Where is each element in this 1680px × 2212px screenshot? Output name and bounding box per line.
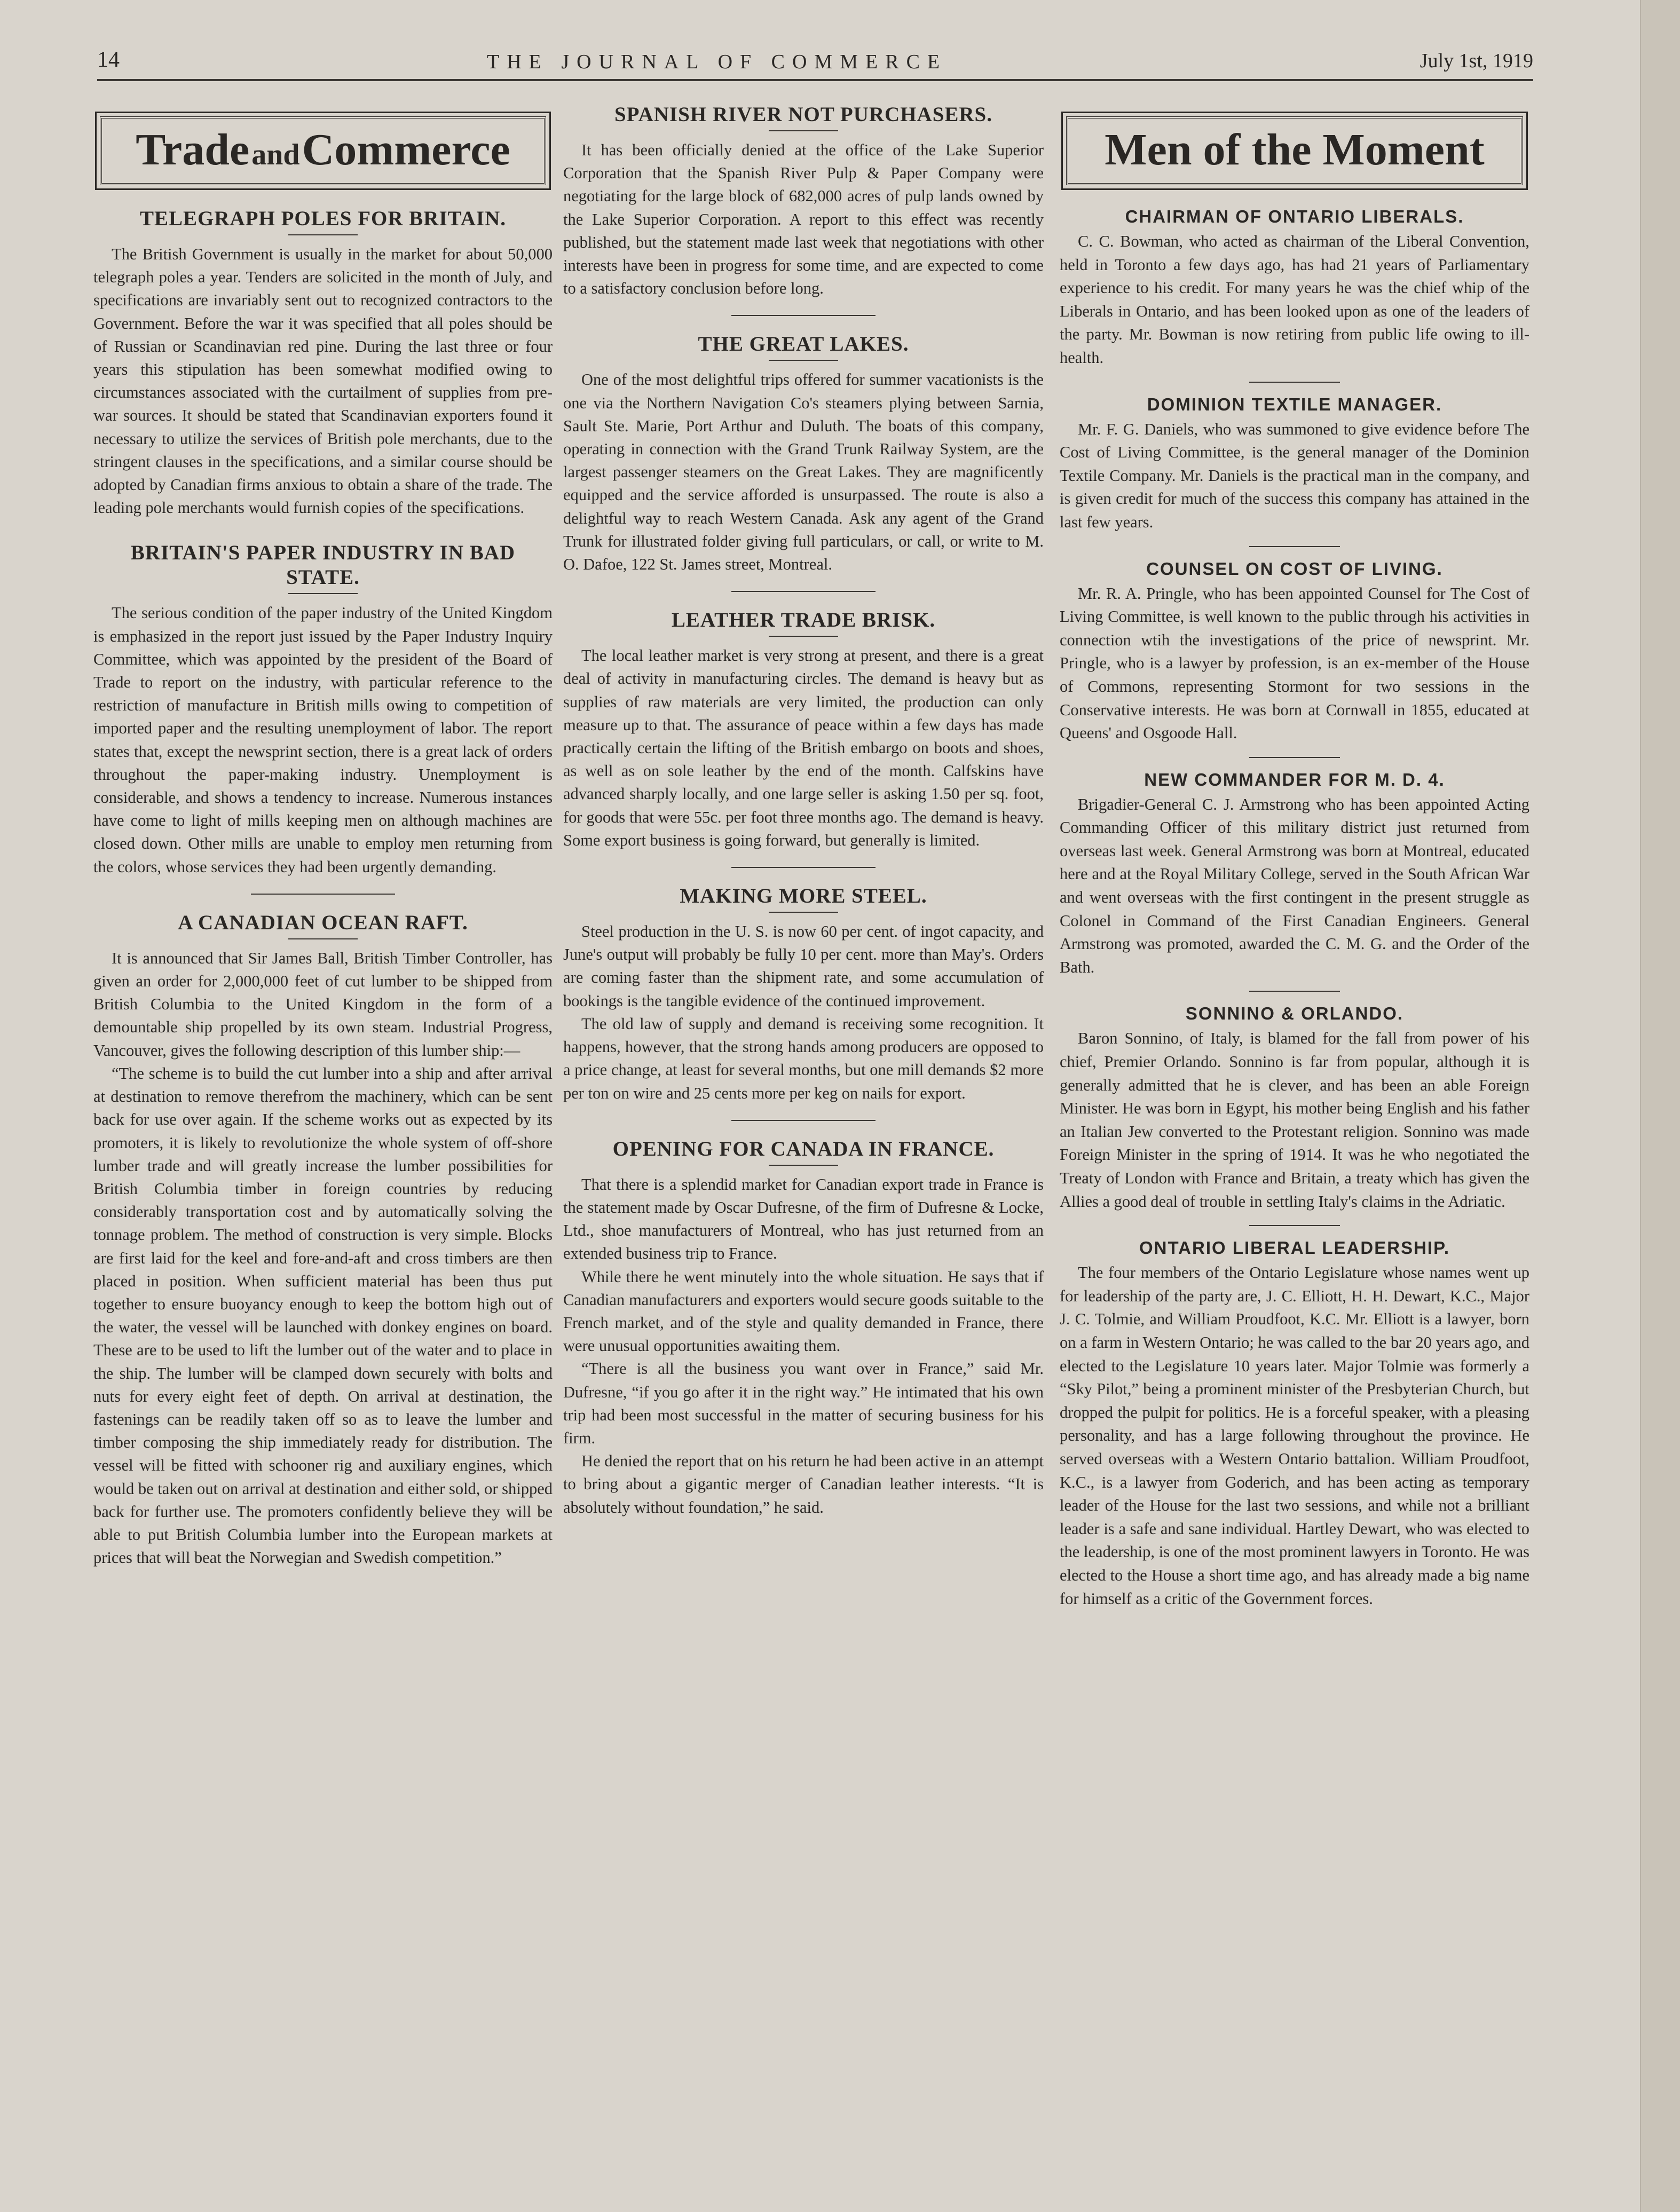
article-paragraph: While there he went minutely into the whole situation. He says that if Canadian manufacturers and exporters would secure goods suitable to the French market, and of the style and quality demanded in France, there were unusual opportunities awaiting them. <box>563 1267 1044 1355</box>
article-headline: TELEGRAPH POLES FOR BRITAIN. <box>139 207 507 230</box>
headline-rule <box>288 593 358 594</box>
article-separator <box>1249 382 1340 383</box>
article-paragraph: Mr. F. G. Daniels, who was summoned to give evidence before The Cost of Living Committee, is the general manager of the Dominion Textile Company. Mr. Daniels is the practical man in the company, and is given credit for much of the success this company has attained in the last few years. <box>1060 420 1529 531</box>
article-separator <box>731 591 876 592</box>
headline-rule <box>769 360 838 361</box>
section-title-men-of-the-moment: Men of the Moment <box>1066 116 1523 185</box>
headline-rule <box>769 130 838 131</box>
article-paragraph: The four members of the Ontario Legislature whose names went up for leadership of the party are, J. C. Elliott, H. H. Dewart, K.C., Major J. C. Tolmie, and William Proudfoot, K.C. Mr. Elliott is a lawyer, born on a farm in Western Ontario; he was called to the bar 20 years ago, and elected to the Legislature 10 years later. Major Tolmie was formerly a “Sky Pilot,” being a prominent minister of the Presbyterian Church, but dropped the pulpit for politics. He is a forceful speaker, with a pleasing personality, and has a large following throughout the province. He served overseas with a Western Ontario battalion. William Proudfoot, K.C., is a lawyer from Goderich, and has been acting as temporary leader of the House for the last two sessions, and while not a brilliant leader is a safe and sane individual. Hartley Dewart, who was elected to the leadership, is one of the most prominent lawyers in Toronto. He was elected to the House a short time ago, and has already made a big name for himself as a critic of the Government forces. <box>1060 1263 1529 1608</box>
article-dominion-textile <box>1060 394 1529 534</box>
headline-rule <box>288 938 358 939</box>
article-paragraph: One of the most delightful trips offered for summer vacationists is the one via the Northern Navigation Co's steamers plying between Sarnia, Sault Ste. Marie, Port Arthur and Duluth. The boats of this company, operating in connection with the Grand Trunk Railway System, are the largest passenger steamers on the Great Lakes. They are magnificently equipped and the service afforded is unsurpassed. The route is also a delightful way to reach Western Canada. Ask any agent of the Grand Trunk for illustrated folder giving full particulars, or call, or write to M. O. Dafoe, 122 St. James street, Montreal. <box>563 370 1044 574</box>
article-separator <box>731 315 876 316</box>
article-great-lakes <box>563 332 1044 576</box>
journal-title: THE JOURNAL OF COMMERCE <box>487 51 948 73</box>
article-separator <box>1249 546 1340 547</box>
article-paragraph: Steel production in the U. S. is now 60 per cent. of ingot capacity, and June's output will probably be fully 10 per cent. more than May's. Orders are coming faster than the shipment rate, and some accumulation of bookings is the tangible evidence of the continued improvement. <box>563 922 1044 1010</box>
article-paragraph: The serious condition of the paper industry of the United Kingdom is emphasized in the report just issued by the Paper Industry Inquiry Committee, which was appointed by the president of the Board of Trade to report on the industry, with particular reference to the restriction of manufacture in British mills owing to competition of imported paper and the resulting unemployment of labor. The report states that, except the newsprint section, there is a great lack of orders throughout the paper-making industry. Unemployment is considerable, and shows a tendency to increase. Numerous instances have come to light of mills keeping men on although machines are closed down. Other mills are unable to employ men returning from the colors, whose services they had been urgently demanding. <box>93 604 553 876</box>
article-separator <box>1249 757 1340 758</box>
headline-rule <box>769 636 838 637</box>
article-headline: DOMINION TEXTILE MANAGER. <box>1147 394 1442 414</box>
article-headline: NEW COMMANDER FOR M. D. 4. <box>1144 769 1445 789</box>
article-paper-industry <box>93 541 553 878</box>
article-more-steel <box>563 884 1044 1105</box>
article-headline: BRITAIN'S PAPER INDUSTRY IN BAD STATE. <box>130 541 516 589</box>
article-telegraph-poles <box>93 207 553 519</box>
article-separator <box>1249 1225 1340 1226</box>
article-paragraph: Brigadier-General C. J. Armstrong who has been appointed Acting Commanding Officer of this military district just returned from overseas last week. General Armstrong was born at Montreal, educated here and at the Royal Military College, served in the South African War and went overseas with the first contingent in the present struggle as Colonel in Command of the First Canadian Engineers. General Armstrong was promoted, awarded the C. M. G. and the Order of the Bath. <box>1060 795 1529 976</box>
article-headline: A CANADIAN OCEAN RAFT. <box>178 911 468 934</box>
article-paragraph: “The scheme is to build the cut lumber into a ship and after arrival at destination to remove therefrom the machinery, which can be sent back for use over again. If the scheme works out as expected by its promoters, it is likely to revolutionize the whole system of off-shore lumber trade and will greatly increase the lumber possibilities for British Columbia timber in foreign countries by reducing considerably transportation cost and by automatically solving the tonnage problem. The method of construction is very simple. Blocks are first laid for the keel and fore-and-aft and cross timbers are then placed in position. When sufficient material has been thus put together to ensure buoyancy enough to keep the bottom high out of the water, the vessel will be launched with donkey engines on board. These are to be used to lift the lumber out of the water and to place in the ship. The lumber will be clamped down securely with bolts and nuts for every eight feet of depth. On arrival at destination, the fastenings can be readily taken off so as to leave the lumber and timber composing the ship immediately ready for distribution. The vessel will be fitted with schooner rig and auxiliary engines, which would be taken out on arrival at destination and either sold, or shipped back for further use. The promoters confidently believe they will be able to put British Columbia lumber into the European markets at prices that will beat the Norwegian and Swedish competition.” <box>93 1064 553 1567</box>
article-paragraph: He denied the report that on his return he had been active in an attempt to bring about a gigantic merger of Canadian leather interests. “It is absolutely without foundation,” he said. <box>563 1452 1044 1516</box>
article-separator <box>731 1120 876 1121</box>
column-1 <box>93 91 553 1569</box>
article-headline: COUNSEL ON COST OF LIVING. <box>1146 558 1443 579</box>
article-paragraph: It is announced that Sir James Ball, British Timber Controller, has given an order for 2,000,000 feet of cut lumber to be shipped from British Columbia to the United Kingdom in the form of a demountable ship propelled by its own steam. Industrial Progress, Vancouver, gives the following description of this lumber ship:— <box>93 949 553 1060</box>
page-header <box>97 47 1533 80</box>
headline-rule <box>288 234 358 235</box>
article-headline: THE GREAT LAKES. <box>698 333 909 356</box>
article-canada-in-france <box>563 1137 1044 1519</box>
article-headline: MAKING MORE STEEL. <box>680 884 927 908</box>
header-rule <box>97 79 1533 81</box>
article-separator <box>1249 991 1340 992</box>
article-separator <box>731 867 876 868</box>
page-edge <box>1640 0 1680 2212</box>
article-headline: OPENING FOR CANADA IN FRANCE. <box>612 1137 995 1160</box>
article-paragraph: Mr. R. A. Pringle, who has been appointed Counsel for The Cost of Living Committee, is well known to the public through his activities in connection wtih the investigations of the price of newsprint. Mr. Pringle, who is a lawyer by profession, is an ex-member of the House of Commons, representing Stormont for two sessions in the Conservative interests. He was born at Cornwall in 1855, educated at Queens' and Osgoode Hall. <box>1060 584 1529 742</box>
article-paragraph: The old law of supply and demand is receiving some recognition. It happens, however, that the strong hands among producers are opposed to a price change, at least for several months, but one mill demands $2 more per ton on wire and 25 cents more per keg on nails for export. <box>563 1014 1044 1102</box>
article-leather-trade <box>563 608 1044 852</box>
article-paragraph: Baron Sonnino, of Italy, is blamed for the fall from power of his chief, Premier Orlando. Sonnino is far from popular, although it is generally admitted that he is clever, and has been an able Foreign Minister. He was born in Egypt, his mother being English and his father an Italian Jew converted to the Protestant religion. Sonnino was made Foreign Minister in the spring of 1914. It was he who negotiated the Treaty of London with France and Britain, a treaty which has given the Allies a good deal of trouble in settling Italy's claims in the Adriatic. <box>1060 1029 1529 1211</box>
article-ontario-liberals-chairman <box>1060 207 1529 370</box>
article-headline: ONTARIO LIBERAL LEADERSHIP. <box>1139 1238 1450 1258</box>
article-headline: SPANISH RIVER NOT PURCHASERS. <box>614 103 992 126</box>
article-spanish-river <box>563 102 1044 300</box>
article-ontario-liberal-leadership <box>1060 1238 1529 1610</box>
article-ocean-raft <box>93 911 553 1569</box>
article-headline: SONNINO & ORLANDO. <box>1185 1004 1404 1024</box>
article-counsel-cost-of-living <box>1060 559 1529 745</box>
article-paragraph: The British Government is usually in the market for about 50,000 telegraph poles a year. Tenders are solicited in the month of July, and specifications are invariably sent out to recognized contractors to the Government. Before the war it was specified that all poles should be of Russian or Scandinavian red pine. During the last three or four years this stipulation has been somewhat modified owing to circumstances associated with the curtailment of supplies from pre-war sources. It should be stated that Scandinavian exporters found it necessary to utilize the services of British pole merchants, due to the stringent clauses in the specifications, and a similar course should be adopted by Canadian firms anxious to obtain a share of the trade. The leading pole merchants would furnish copies of the specifications. <box>93 245 553 517</box>
issue-date: July 1st, 1919 <box>1419 50 1533 72</box>
article-paragraph: “There is all the business you want over in France,” said Mr. Dufresne, “if you go after it in the right way.” He intimated that his own trip had been most successful in the matter of securing business for his firm. <box>563 1360 1044 1447</box>
article-headline: CHAIRMAN OF ONTARIO LIBERALS. <box>1125 207 1464 226</box>
article-paragraph: It has been officially denied at the office of the Lake Superior Corporation that the Spanish River Pulp & Paper Company were negotiating for the large block of 682,000 acres of pulp lands owned by the Lake Superior Corporation. A report to this effect was recently published, but the statement made last week that negotiations with other interests have been in progress for some time, and are expected to come to a satisfactory conclusion before long. <box>563 141 1044 298</box>
column-3 <box>1060 91 1529 1610</box>
article-paragraph: That there is a splendid market for Canadian export trade in France is the statement made by Oscar Dufresne, of the firm of Dufresne & Locke, Ltd., shoe manufacturers of Montreal, who has just returned from an extended business trip to France. <box>563 1175 1044 1263</box>
article-separator <box>251 894 395 895</box>
article-sonnino-orlando <box>1060 1004 1529 1213</box>
article-paragraph: The local leather market is very strong at present, and there is a great deal of activity in manufacturing circles. The demand is heavy but as supplies of raw materials are very limited, the production can only measure up to that. The assurance of peace within a few days has made practically certain the lifting of the British embargo on boots and shoes, as well as on sole leather by the end of the month. Calfskins have advanced sharply locally, and one large seller is asking 1.50 per sq. foot, for goods that were 55c. per foot three months ago. The demand is heavy. Some export business is going forward, but generally is limited. <box>563 646 1044 849</box>
article-headline: LEATHER TRADE BRISK. <box>671 609 936 632</box>
column-2 <box>563 91 1044 1519</box>
article-new-commander <box>1060 770 1529 979</box>
section-title-trade-and-commerce: Trade and Commerce <box>100 116 546 185</box>
headline-rule <box>769 912 838 913</box>
page-number: 14 <box>97 48 120 72</box>
article-paragraph: C. C. Bowman, who acted as chairman of the Liberal Convention, held in Toronto a few days ago, has had 21 years of Parliamentary experience to his credit. For many years he was the chief whip of the Liberals in Ontario, and has been looked upon as one of the leaders of the party. Mr. Bowman is now retiring from public life owing to ill-health. <box>1060 232 1529 367</box>
headline-rule <box>769 1165 838 1166</box>
